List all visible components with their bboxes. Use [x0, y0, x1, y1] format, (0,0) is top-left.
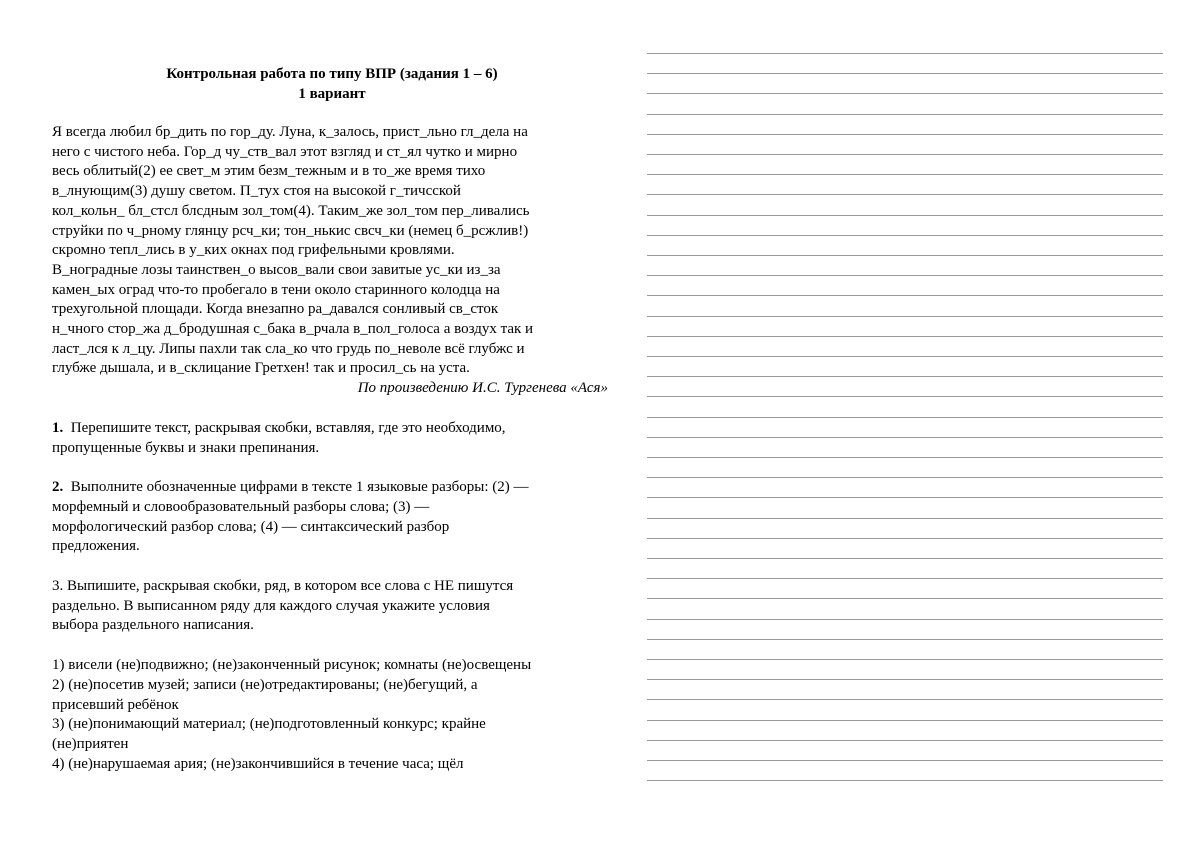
ruled-line — [647, 679, 1163, 680]
task-3 — [52, 577, 612, 636]
ruled-line — [647, 518, 1163, 519]
text-line: н_чного стор_жа д_бродушная с_бака в_рчала в_пол_голоса а воздух так и — [52, 321, 534, 338]
ruled-line — [647, 396, 1163, 397]
task-2 — [52, 478, 612, 557]
text-line: скромно тепл_лись в у_ких окнах под грифельными кровлями. — [52, 242, 455, 259]
text-line: струйки по ч_рному глянцу рсч_ки; тон_нькис свсч_ки (немец б_рсжлив!) — [52, 222, 529, 239]
option-line: 3) (не)понимающий материал; (не)подготовленный конкурс; крайне — [52, 716, 486, 733]
ruled-line — [647, 437, 1163, 438]
task-line: морфемный и словообразовательный разборы слова; (3) — — [52, 498, 430, 515]
ruled-line — [647, 699, 1163, 700]
answer-options — [52, 656, 612, 774]
text-line: камен_ых оград что-то пробегало в тени около старинного колодца на — [52, 281, 500, 298]
ruled-line — [647, 740, 1163, 741]
ruled-line — [647, 235, 1163, 236]
task-1 — [52, 419, 612, 458]
task-line: Выпишите, раскрывая скобки, ряд, в котором все слова с НЕ пишутся — [67, 578, 514, 595]
ruled-line — [647, 376, 1163, 377]
option-line: 2) (не)посетив музей; записи (не)отредактированы; (не)бегущий, а — [52, 676, 478, 693]
ruled-line — [647, 457, 1163, 458]
text-line: Я всегда любил бр_дить по гор_ду. Луна, к_залось, прист_льно гл_дела на — [52, 124, 528, 140]
task-line: пропущенные буквы и знаки препинания. — [52, 439, 320, 456]
text-source: По произведению И.С. Тургенева «Ася» — [357, 380, 608, 397]
task-line: Выполните обозначенные цифрами в тексте 1 языковые разборы: (2) — — [70, 479, 529, 496]
task-line: морфологический разбор слова; (4) — синтаксический разбор — [52, 518, 450, 535]
ruled-line — [647, 154, 1163, 155]
ruled-line — [647, 760, 1163, 761]
ruled-line — [647, 598, 1163, 599]
ruled-line — [647, 780, 1163, 781]
ruled-line — [647, 275, 1163, 276]
text-line: В_ноградные лозы таинствен_о высов_вали свои завитые ус_ки из_за — [52, 261, 501, 278]
ruled-line — [647, 497, 1163, 498]
worksheet-title: Контрольная работа по типу ВПР (задания 1 – 6) — [166, 66, 498, 82]
task-line: выбора раздельного написания. — [52, 617, 254, 634]
worksheet-left-page — [52, 64, 612, 774]
ruled-line — [647, 578, 1163, 579]
text-line: в_лнующим(3) душу светом. П_тух стоя на высокой г_тичсской — [52, 183, 461, 200]
ruled-line — [647, 619, 1163, 620]
ruled-answer-page — [647, 0, 1163, 849]
ruled-line — [647, 53, 1163, 54]
ruled-line — [647, 477, 1163, 478]
text-line: кол_кольн_ бл_стсл блсдным зол_том(4). Таким_же зол_том пер_ливались — [52, 202, 530, 219]
task-line: предложения. — [52, 538, 140, 555]
ruled-line — [647, 255, 1163, 256]
text-line: ласт_лся к л_цу. Липы пахли так сла_ко что грудь по_неволе всё глубжс и — [52, 340, 525, 357]
ruled-line — [647, 720, 1163, 721]
variant-label: 1 вариант — [298, 86, 366, 102]
ruled-line — [647, 134, 1163, 135]
ruled-line — [647, 659, 1163, 660]
task-line: раздельно. В выписанном ряду для каждого случая укажите условия — [52, 597, 490, 614]
ruled-line — [647, 558, 1163, 559]
task-number: 1. — [52, 419, 64, 436]
ruled-line — [647, 93, 1163, 94]
task-line: Перепишите текст, раскрывая скобки, вставляя, где это необходимо, — [70, 419, 506, 436]
text-line: глубже дышала, и в_склицание Гретхен! так и просил_сь на уста. — [52, 360, 470, 377]
option-line: присевший ребёнок — [52, 696, 179, 713]
option-line: 1) висели (не)подвижно; (не)законченный рисунок; комнаты (не)освещены — [52, 657, 532, 674]
text-line: весь облитый(2) ее свет_м этим безм_тежным и в то_же время тихо — [52, 163, 486, 180]
ruled-line — [647, 215, 1163, 216]
option-line: (не)приятен — [52, 735, 129, 752]
ruled-line — [647, 295, 1163, 296]
ruled-line — [647, 336, 1163, 337]
task-number: 2. — [52, 479, 64, 496]
text-line: него с чистого неба. Гор_д чу_ств_вал этот взгляд и ст_ял чутко и мирно — [52, 143, 518, 160]
task-number: 3. — [52, 578, 64, 595]
ruled-line — [647, 73, 1163, 74]
text-line: трехугольной площади. Когда внезапно ра_давался сонливый св_сток — [52, 301, 499, 318]
ruled-line — [647, 639, 1163, 640]
ruled-line — [647, 194, 1163, 195]
ruled-line — [647, 114, 1163, 115]
ruled-line — [647, 174, 1163, 175]
ruled-line — [647, 538, 1163, 539]
option-line: 4) (не)нарушаемая ария; (не)закончившийся в течение часа; щёл — [52, 755, 464, 772]
ruled-line — [647, 417, 1163, 418]
ruled-line — [647, 356, 1163, 357]
exercise-text — [52, 123, 612, 379]
ruled-line — [647, 316, 1163, 317]
